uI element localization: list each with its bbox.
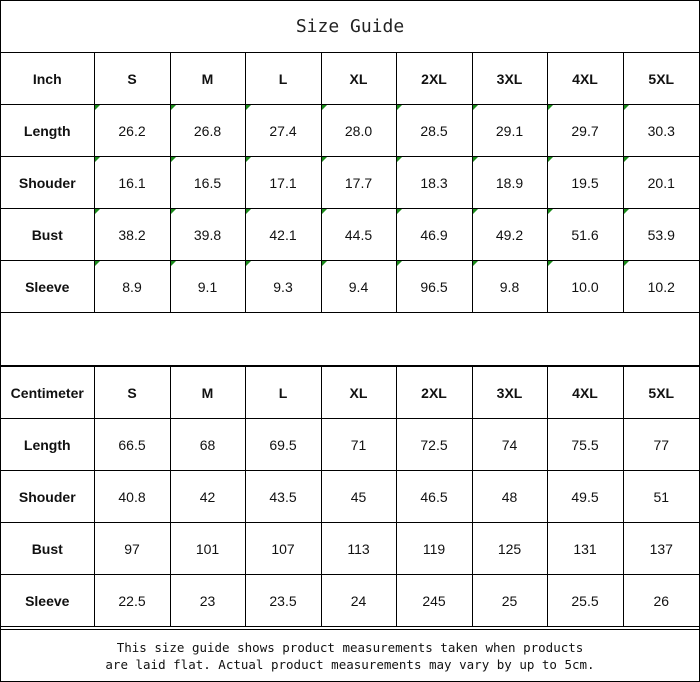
size-header: 4XL bbox=[547, 53, 623, 105]
measurement-value: 9.8 bbox=[472, 261, 547, 313]
size-header: M bbox=[170, 367, 245, 419]
measurement-value: 28.5 bbox=[396, 105, 472, 157]
measurement-value: 18.3 bbox=[396, 157, 472, 209]
size-header: 2XL bbox=[396, 367, 472, 419]
measurement-value: 125 bbox=[472, 523, 547, 575]
measurement-value: 68 bbox=[170, 419, 245, 471]
size-header: L bbox=[245, 367, 321, 419]
size-header: 4XL bbox=[547, 367, 623, 419]
measurement-value: 49.5 bbox=[547, 471, 623, 523]
measurement-value: 48 bbox=[472, 471, 547, 523]
measurement-value: 8.9 bbox=[94, 261, 170, 313]
measurement-value: 25.5 bbox=[547, 575, 623, 627]
size-header: 2XL bbox=[396, 53, 472, 105]
measurement-value: 26 bbox=[623, 575, 699, 627]
measurement-value: 10.0 bbox=[547, 261, 623, 313]
measurement-value: 101 bbox=[170, 523, 245, 575]
measurement-label: Shouder bbox=[1, 471, 94, 523]
measurement-value: 28.0 bbox=[321, 105, 396, 157]
size-header: 5XL bbox=[623, 367, 699, 419]
measurement-label: Bust bbox=[1, 209, 94, 261]
measurement-label: Sleeve bbox=[1, 575, 94, 627]
size-header: L bbox=[245, 53, 321, 105]
measurement-value: 9.4 bbox=[321, 261, 396, 313]
measurement-value: 69.5 bbox=[245, 419, 321, 471]
measurement-value: 44.5 bbox=[321, 209, 396, 261]
measurement-label: Length bbox=[1, 105, 94, 157]
measurement-value: 24 bbox=[321, 575, 396, 627]
measurement-value: 16.5 bbox=[170, 157, 245, 209]
measurement-value: 29.7 bbox=[547, 105, 623, 157]
table-row bbox=[1, 157, 699, 209]
measurement-value: 26.8 bbox=[170, 105, 245, 157]
inch-size-table bbox=[1, 52, 699, 313]
size-header: S bbox=[94, 53, 170, 105]
measurement-value: 71 bbox=[321, 419, 396, 471]
measurement-value: 23.5 bbox=[245, 575, 321, 627]
measurement-value: 53.9 bbox=[623, 209, 699, 261]
measurement-value: 40.8 bbox=[94, 471, 170, 523]
measurement-value: 29.1 bbox=[472, 105, 547, 157]
table-row bbox=[1, 419, 699, 471]
measurement-value: 119 bbox=[396, 523, 472, 575]
table-header-row bbox=[1, 53, 699, 105]
measurement-value: 10.2 bbox=[623, 261, 699, 313]
measurement-value: 22.5 bbox=[94, 575, 170, 627]
measurement-value: 38.2 bbox=[94, 209, 170, 261]
measurement-value: 72.5 bbox=[396, 419, 472, 471]
size-header: 5XL bbox=[623, 53, 699, 105]
measurement-value: 45 bbox=[321, 471, 396, 523]
measurement-value: 9.1 bbox=[170, 261, 245, 313]
measurement-value: 39.8 bbox=[170, 209, 245, 261]
centimeter-size-table bbox=[1, 366, 699, 627]
measurement-value: 49.2 bbox=[472, 209, 547, 261]
measurement-label: Shouder bbox=[1, 157, 94, 209]
table-header-row bbox=[1, 367, 699, 419]
measurement-value: 77 bbox=[623, 419, 699, 471]
table-row bbox=[1, 471, 699, 523]
measurement-value: 43.5 bbox=[245, 471, 321, 523]
measurement-value: 9.3 bbox=[245, 261, 321, 313]
measurement-value: 30.3 bbox=[623, 105, 699, 157]
measurement-value: 17.7 bbox=[321, 157, 396, 209]
measurement-value: 18.9 bbox=[472, 157, 547, 209]
unit-label: Centimeter bbox=[1, 367, 94, 419]
measurement-value: 107 bbox=[245, 523, 321, 575]
size-header: S bbox=[94, 367, 170, 419]
unit-label: Inch bbox=[1, 53, 94, 105]
measurement-value: 74 bbox=[472, 419, 547, 471]
measurement-value: 25 bbox=[472, 575, 547, 627]
size-header: XL bbox=[321, 367, 396, 419]
measurement-value: 42.1 bbox=[245, 209, 321, 261]
table-row bbox=[1, 261, 699, 313]
measurement-value: 75.5 bbox=[547, 419, 623, 471]
table-row bbox=[1, 523, 699, 575]
table-row bbox=[1, 105, 699, 157]
measurement-value: 46.5 bbox=[396, 471, 472, 523]
size-header: XL bbox=[321, 53, 396, 105]
measurement-value: 51 bbox=[623, 471, 699, 523]
measurement-value: 245 bbox=[396, 575, 472, 627]
measurement-note bbox=[1, 629, 699, 681]
measurement-value: 20.1 bbox=[623, 157, 699, 209]
measurement-label: Bust bbox=[1, 523, 94, 575]
measurement-value: 113 bbox=[321, 523, 396, 575]
measurement-value: 66.5 bbox=[94, 419, 170, 471]
table-spacer bbox=[1, 314, 699, 366]
measurement-label: Sleeve bbox=[1, 261, 94, 313]
measurement-label: Length bbox=[1, 419, 94, 471]
table-row bbox=[1, 575, 699, 627]
table-row bbox=[1, 209, 699, 261]
note-line-2: are laid flat. Actual product measurements may vary by up to 5cm. bbox=[105, 656, 595, 672]
measurement-value: 46.9 bbox=[396, 209, 472, 261]
measurement-value: 51.6 bbox=[547, 209, 623, 261]
measurement-value: 97 bbox=[94, 523, 170, 575]
size-header: M bbox=[170, 53, 245, 105]
measurement-value: 27.4 bbox=[245, 105, 321, 157]
measurement-value: 26.2 bbox=[94, 105, 170, 157]
note-line-1: This size guide shows product measurements taken when products bbox=[116, 639, 584, 655]
page-title: Size Guide bbox=[1, 1, 699, 53]
measurement-value: 131 bbox=[547, 523, 623, 575]
measurement-value: 23 bbox=[170, 575, 245, 627]
measurement-value: 17.1 bbox=[245, 157, 321, 209]
size-header: 3XL bbox=[472, 53, 547, 105]
measurement-value: 19.5 bbox=[547, 157, 623, 209]
measurement-value: 42 bbox=[170, 471, 245, 523]
measurement-value: 137 bbox=[623, 523, 699, 575]
size-header: 3XL bbox=[472, 367, 547, 419]
measurement-value: 16.1 bbox=[94, 157, 170, 209]
measurement-value: 96.5 bbox=[396, 261, 472, 313]
